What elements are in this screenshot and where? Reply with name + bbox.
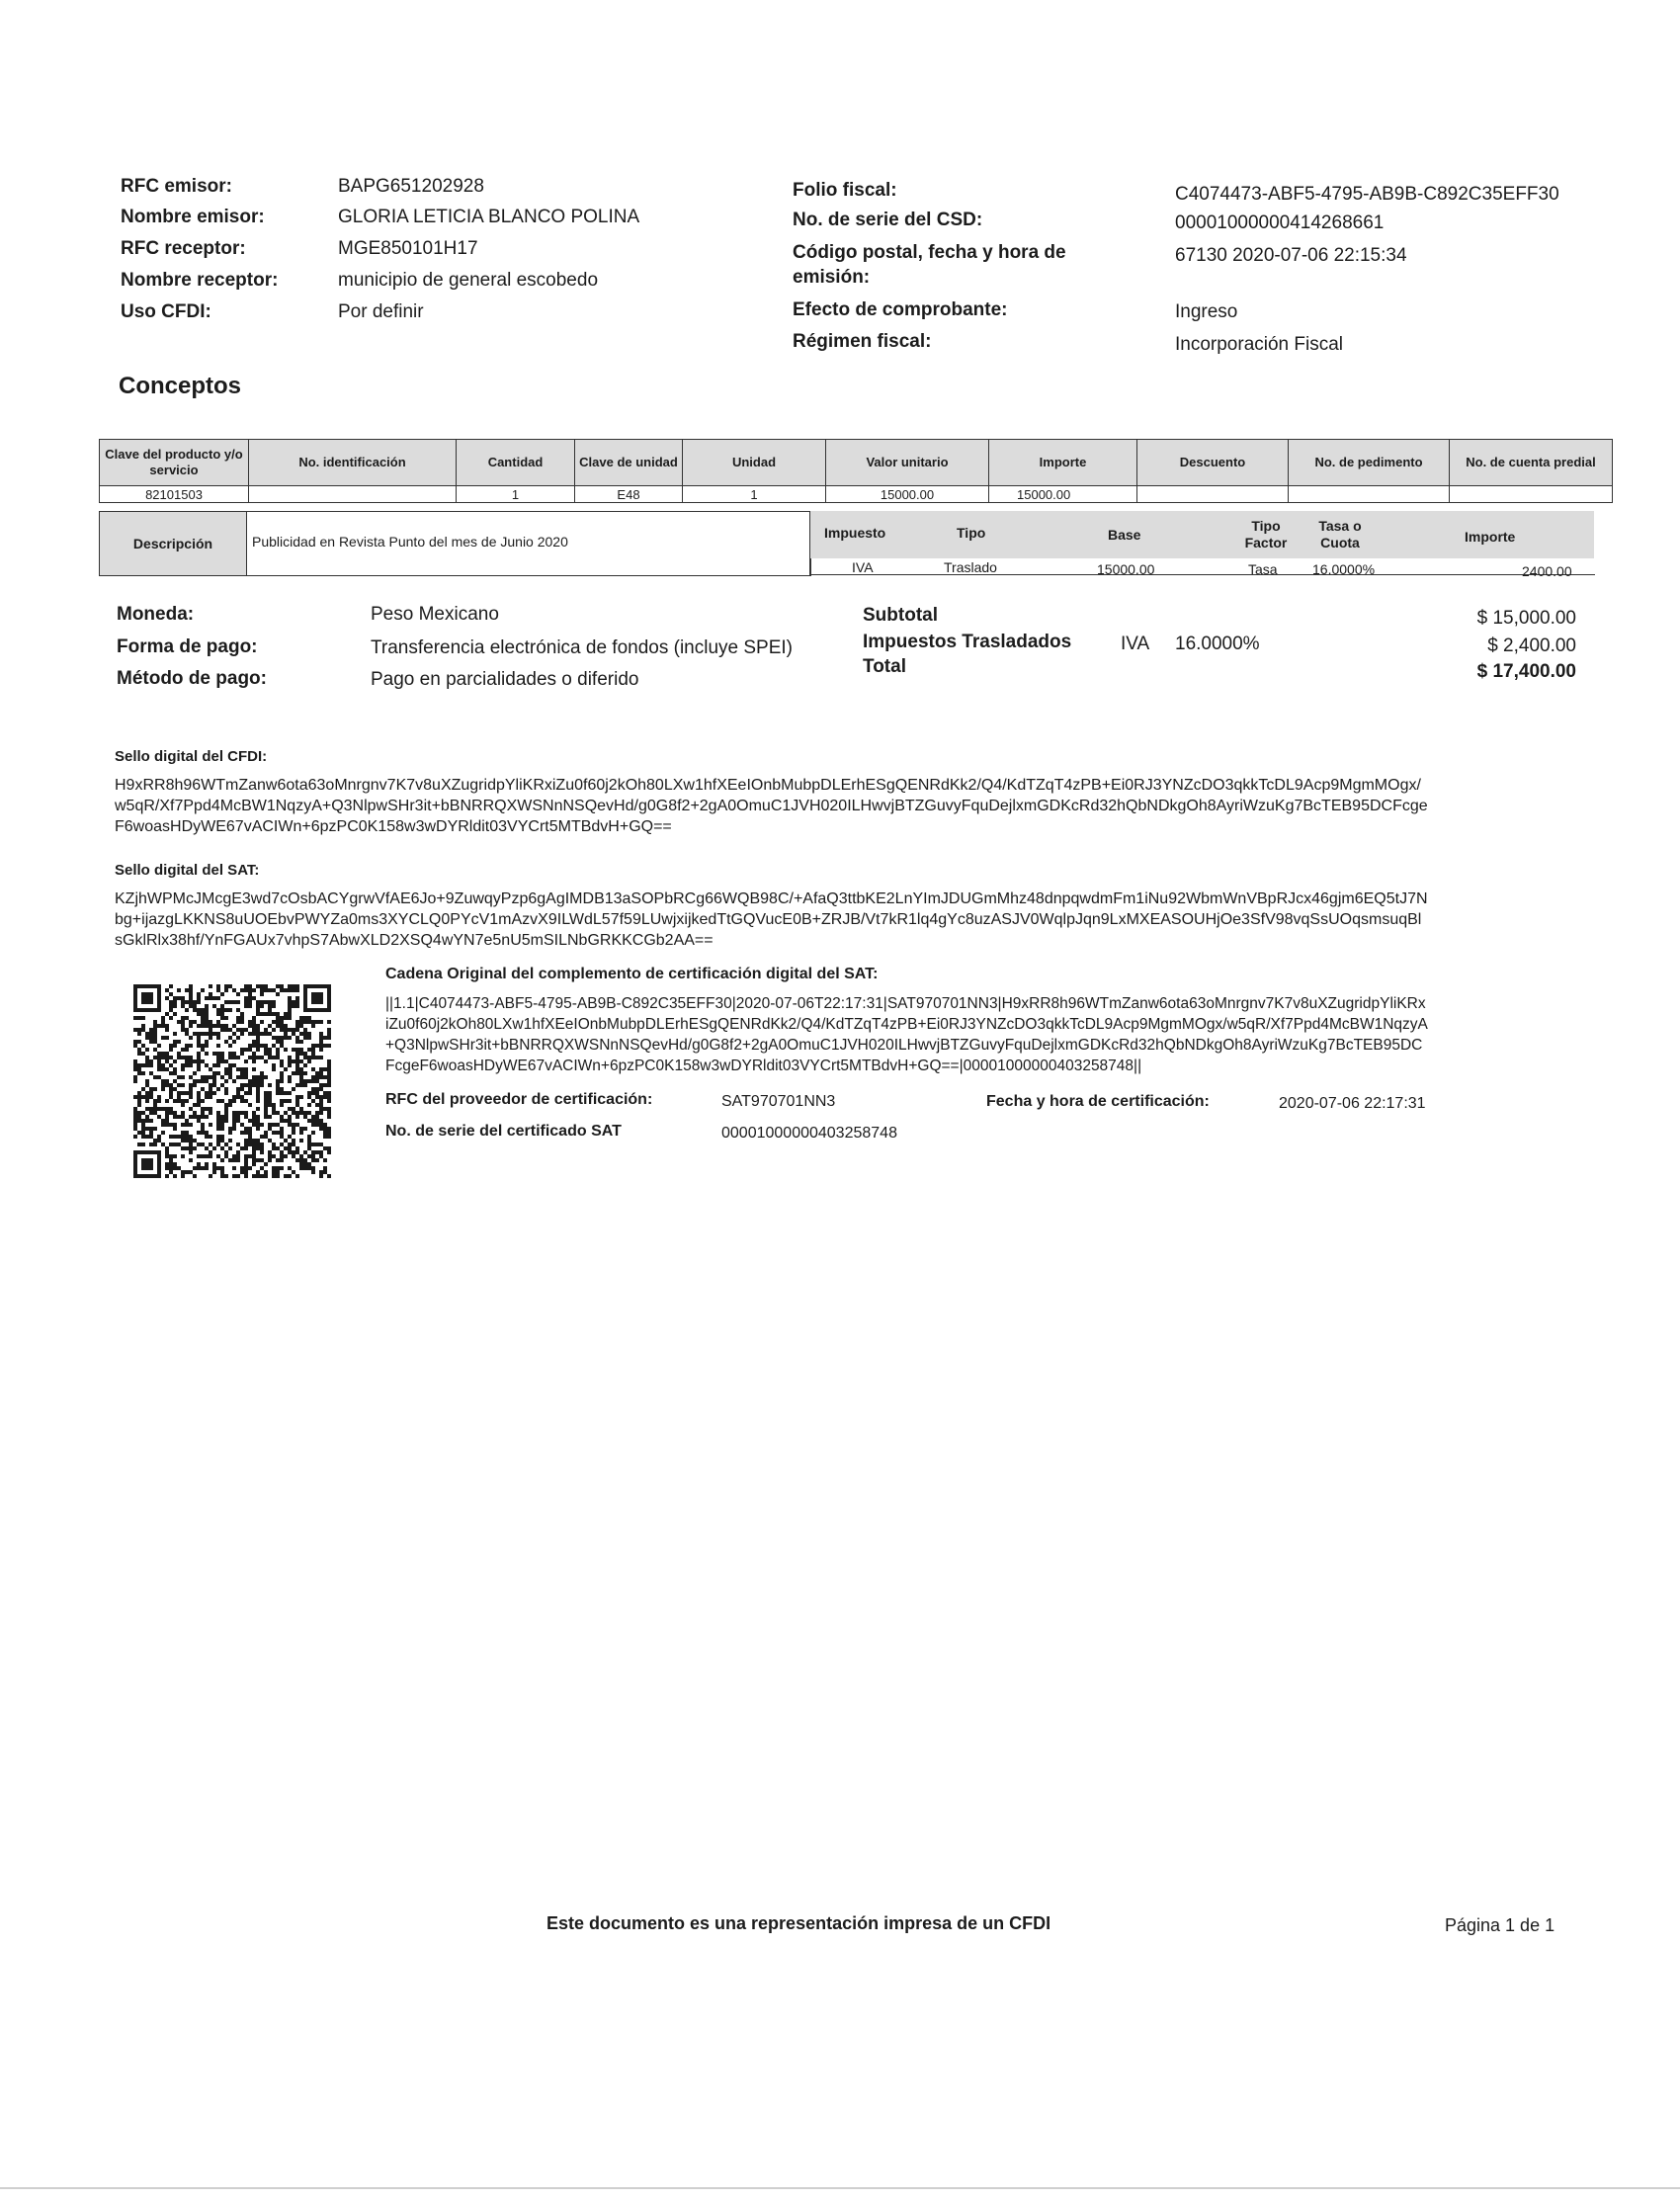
sello-cfdi-text xyxy=(115,775,1428,837)
tax-cell-tipo: Traslado xyxy=(944,559,997,575)
efecto-label: Efecto de comprobante: xyxy=(793,299,1008,320)
nombre-emisor-value: GLORIA LETICIA BLANCO POLINA xyxy=(338,207,640,227)
moneda-value: Peso Mexicano xyxy=(371,604,499,625)
moneda-label: Moneda: xyxy=(117,604,195,625)
cadena-line: FcgeF6woasHDyWE67vACIWn+6pzPC0K158w3wDYRldit03VYCrt5MTBdvH+GQ==|00001000000403258748|| xyxy=(385,1058,1142,1074)
impuestos-tasa: 16.0000% xyxy=(1175,634,1260,654)
tax-cell-tasa-cuota: 16.0000% xyxy=(1312,561,1376,577)
cell-cantidad: 1 xyxy=(457,486,575,503)
metodo-pago-value: Pago en parcialidades o diferido xyxy=(371,669,639,690)
cell-valor-unitario: 15000.00 xyxy=(826,486,989,503)
folio-fiscal-value: C4074473-ABF5-4795-AB9B-C892C35EFF30 xyxy=(1175,184,1559,205)
serie-certificado-sat-value: 00001000000403258748 xyxy=(721,1125,897,1142)
sello-cfdi-line: H9xRR8h96WTmZanw6ota63oMnrgnv7K7v8uXZugridpYliKRxiZu0f60j2kOh80LXw1hfXEeIOnbMubpDLErhESgQENRdKk2/Q4/KdTZqT4zPB+Ei0RJ3YNZcDO3qkkTcDL9Acp9MgmMOgx/ xyxy=(115,777,1421,794)
descripcion-box xyxy=(99,511,811,576)
tax-cell-importe: 2400.00 xyxy=(1522,563,1572,579)
page-number: Página 1 de 1 xyxy=(1445,1915,1555,1935)
cell-importe: 15000.00 xyxy=(989,486,1137,503)
serie-csd-value: 00001000000414268661 xyxy=(1175,212,1385,233)
cell-clave-producto: 82101503 xyxy=(100,486,249,503)
col-no-identificacion: No. identificación xyxy=(249,440,457,486)
sello-sat-line: sGklRlx38hf/YnFGAUx7vhpS7AbwXLD2XSQ4wYN7e5nU5mSILNbGRKKCGb2AA== xyxy=(115,932,714,949)
forma-pago-value: Transferencia electrónica de fondos (incluye SPEI) xyxy=(371,637,794,658)
rfc-emisor-label: RFC emisor: xyxy=(121,176,232,197)
total-value: $ 17,400.00 xyxy=(1476,661,1576,682)
tax-cell-tipo-factor: Tasa xyxy=(1248,561,1278,577)
uso-cfdi-value: Por definir xyxy=(338,301,424,322)
cadena-original-text xyxy=(385,993,1428,1076)
sello-sat-text xyxy=(115,889,1428,951)
rfc-proveedor-label: RFC del proveedor de certificación: xyxy=(385,1091,653,1108)
nombre-receptor-value: municipio de general escobedo xyxy=(338,270,599,291)
uso-cfdi-label: Uso CFDI: xyxy=(121,301,211,322)
impuestos-tipo: IVA xyxy=(1121,634,1150,654)
sello-cfdi-label: Sello digital del CFDI: xyxy=(115,748,268,765)
bottom-edge xyxy=(0,2187,1680,2189)
cadena-line: iZu0f60j2kOh80LXw1hfXEeIOnbMubpDLErhESgQENRdKk2/Q4/KdTZqT4zPB+Ei0RJ3YNZcDO3qkkTcDL9Acp9MgmMOgx/w5qR/Xf7Ppd4McBW1NqzyA xyxy=(385,1016,1428,1033)
descripcion-value: Publicidad en Revista Punto del mes de Junio 2020 xyxy=(252,534,568,550)
subtotal-label: Subtotal xyxy=(863,605,938,626)
rfc-proveedor-value: SAT970701NN3 xyxy=(721,1093,836,1110)
serie-certificado-sat-label: No. de serie del certificado SAT xyxy=(385,1123,622,1140)
col-valor-unitario: Valor unitario xyxy=(826,440,989,486)
regimen-label: Régimen fiscal: xyxy=(793,331,932,352)
nombre-receptor-label: Nombre receptor: xyxy=(121,270,279,291)
col-unidad: Unidad xyxy=(683,440,826,486)
sello-sat-label: Sello digital del SAT: xyxy=(115,862,260,879)
tax-table xyxy=(809,511,1595,579)
subtotal-value: $ 15,000.00 xyxy=(1476,608,1576,629)
tax-col-impuesto: Impuesto xyxy=(824,525,886,541)
rfc-receptor-value: MGE850101H17 xyxy=(338,238,478,259)
efecto-value: Ingreso xyxy=(1175,301,1238,322)
sello-sat-line: bg+ijazgLKKNS8uUOEbvPWYZa0ms3XYCLQ0PYcV1mAzvX9ILWdL57f59LUwjxijkedTtGQVucE0B+ZRJB/Vt7kR1lq4gYc8uzASJV0WqlpJqn9LxMXEASOUHjOe3SfV98vqSsUOqsmsuqBl xyxy=(115,911,1422,928)
cell-no-pedimento xyxy=(1289,486,1450,503)
cadena-original-label: Cadena Original del complemento de certificación digital del SAT: xyxy=(385,966,879,982)
cell-no-cuenta-predial xyxy=(1450,486,1613,503)
total-label: Total xyxy=(863,656,906,677)
folio-fiscal-label: Folio fiscal: xyxy=(793,180,897,201)
tax-col-importe: Importe xyxy=(1465,529,1516,545)
col-clave-unidad: Clave de unidad xyxy=(575,440,683,486)
cell-unidad: 1 xyxy=(683,486,826,503)
regimen-value: Incorporación Fiscal xyxy=(1175,334,1344,355)
table-row xyxy=(100,486,1613,503)
col-no-cuenta-predial: No. de cuenta predial xyxy=(1450,440,1613,486)
cell-no-identificacion xyxy=(249,486,457,503)
qr-code-icon xyxy=(133,984,331,1178)
forma-pago-label: Forma de pago: xyxy=(117,636,258,657)
fecha-certificacion-value: 2020-07-06 22:17:31 xyxy=(1279,1095,1426,1112)
tax-cell-base: 15000.00 xyxy=(1097,561,1155,577)
sello-sat-line: KZjhWPMcJMcgE3wd7cOsbACYgrwVfAE6Jo+9ZuwqyPzp6gAgIMDB13aSOPbRCg66WQB98C/+AfaQ3ttbKE2LnYImJDUGmMhz48dnpqwdmFm1iNu92WbmWnVBpRJcx46gjm6EQ5tJ7N xyxy=(115,890,1428,907)
sello-cfdi-line: F6woasHDyWE67vACIWn+6pzPC0K158w3wDYRldit03VYCrt5MTBdvH+GQ== xyxy=(115,818,672,835)
impuestos-value: $ 2,400.00 xyxy=(1487,635,1576,656)
col-importe: Importe xyxy=(989,440,1137,486)
concept-table-header xyxy=(100,440,1613,486)
tax-col-tipo: Tipo xyxy=(957,525,986,541)
conceptos-title: Conceptos xyxy=(119,373,242,399)
cadena-line: ||1.1|C4074473-ABF5-4795-AB9B-C892C35EFF30|2020-07-06T22:17:31|SAT970701NN3|H9xRR8h96WTmZanw6ota63oMnrgnv7K7v8uXZugridpYliKRx xyxy=(385,995,1426,1012)
col-no-pedimento: No. de pedimento xyxy=(1289,440,1450,486)
concept-table xyxy=(99,439,1613,503)
cp-fecha-value: 67130 2020-07-06 22:15:34 xyxy=(1175,245,1407,266)
cadena-line: +Q3NlpwSHr3it+bBNRRQXWSNnNSQevHd/g0G8f2+2gA0OmuC1JVH020ILHwvjBTZGuvyFquDejlxmGDKcRd32hQbNDkgOh8AyriWzuKg7BcTEB95DC xyxy=(385,1037,1423,1054)
tax-col-base: Base xyxy=(1108,527,1141,543)
tax-col-tasa-cuota: Tasa o Cuota xyxy=(1318,518,1362,550)
impuestos-trasladados-label: Impuestos Trasladados xyxy=(863,632,1072,652)
tax-col-tipo-factor: Tipo Factor xyxy=(1244,518,1288,550)
col-clave-producto: Clave del producto y/o servicio xyxy=(100,440,249,486)
cp-fecha-label-1: Código postal, fecha y hora de xyxy=(793,242,1066,263)
cell-descuento xyxy=(1137,486,1289,503)
rfc-receptor-label: RFC receptor: xyxy=(121,238,246,259)
col-cantidad: Cantidad xyxy=(457,440,575,486)
tax-cell-impuesto: IVA xyxy=(852,559,874,575)
descripcion-label: Descripción xyxy=(100,512,247,575)
col-descuento: Descuento xyxy=(1137,440,1289,486)
fecha-certificacion-label: Fecha y hora de certificación: xyxy=(986,1093,1210,1110)
rfc-emisor-value: BAPG651202928 xyxy=(338,176,484,197)
cell-clave-unidad: E48 xyxy=(575,486,683,503)
sello-cfdi-line: w5qR/Xf7Ppd4McBW1NqzyA+Q3NlpwSHr3it+bBNRRQXWSNnNSQevHd/g0G8f2+2gA0OmuC1JVH020ILHwvjBTZGuvyFquDejlxmGDKcRd32hQbNDkgOh8AyriWzuKg7BcTEB95DCFcge xyxy=(115,798,1428,814)
serie-csd-label: No. de serie del CSD: xyxy=(793,210,983,230)
cp-fecha-label-2: emisión: xyxy=(793,267,871,288)
nombre-emisor-label: Nombre emisor: xyxy=(121,207,265,227)
metodo-pago-label: Método de pago: xyxy=(117,668,267,689)
footer-note: Este documento es una representación impresa de un CFDI xyxy=(546,1913,1051,1933)
